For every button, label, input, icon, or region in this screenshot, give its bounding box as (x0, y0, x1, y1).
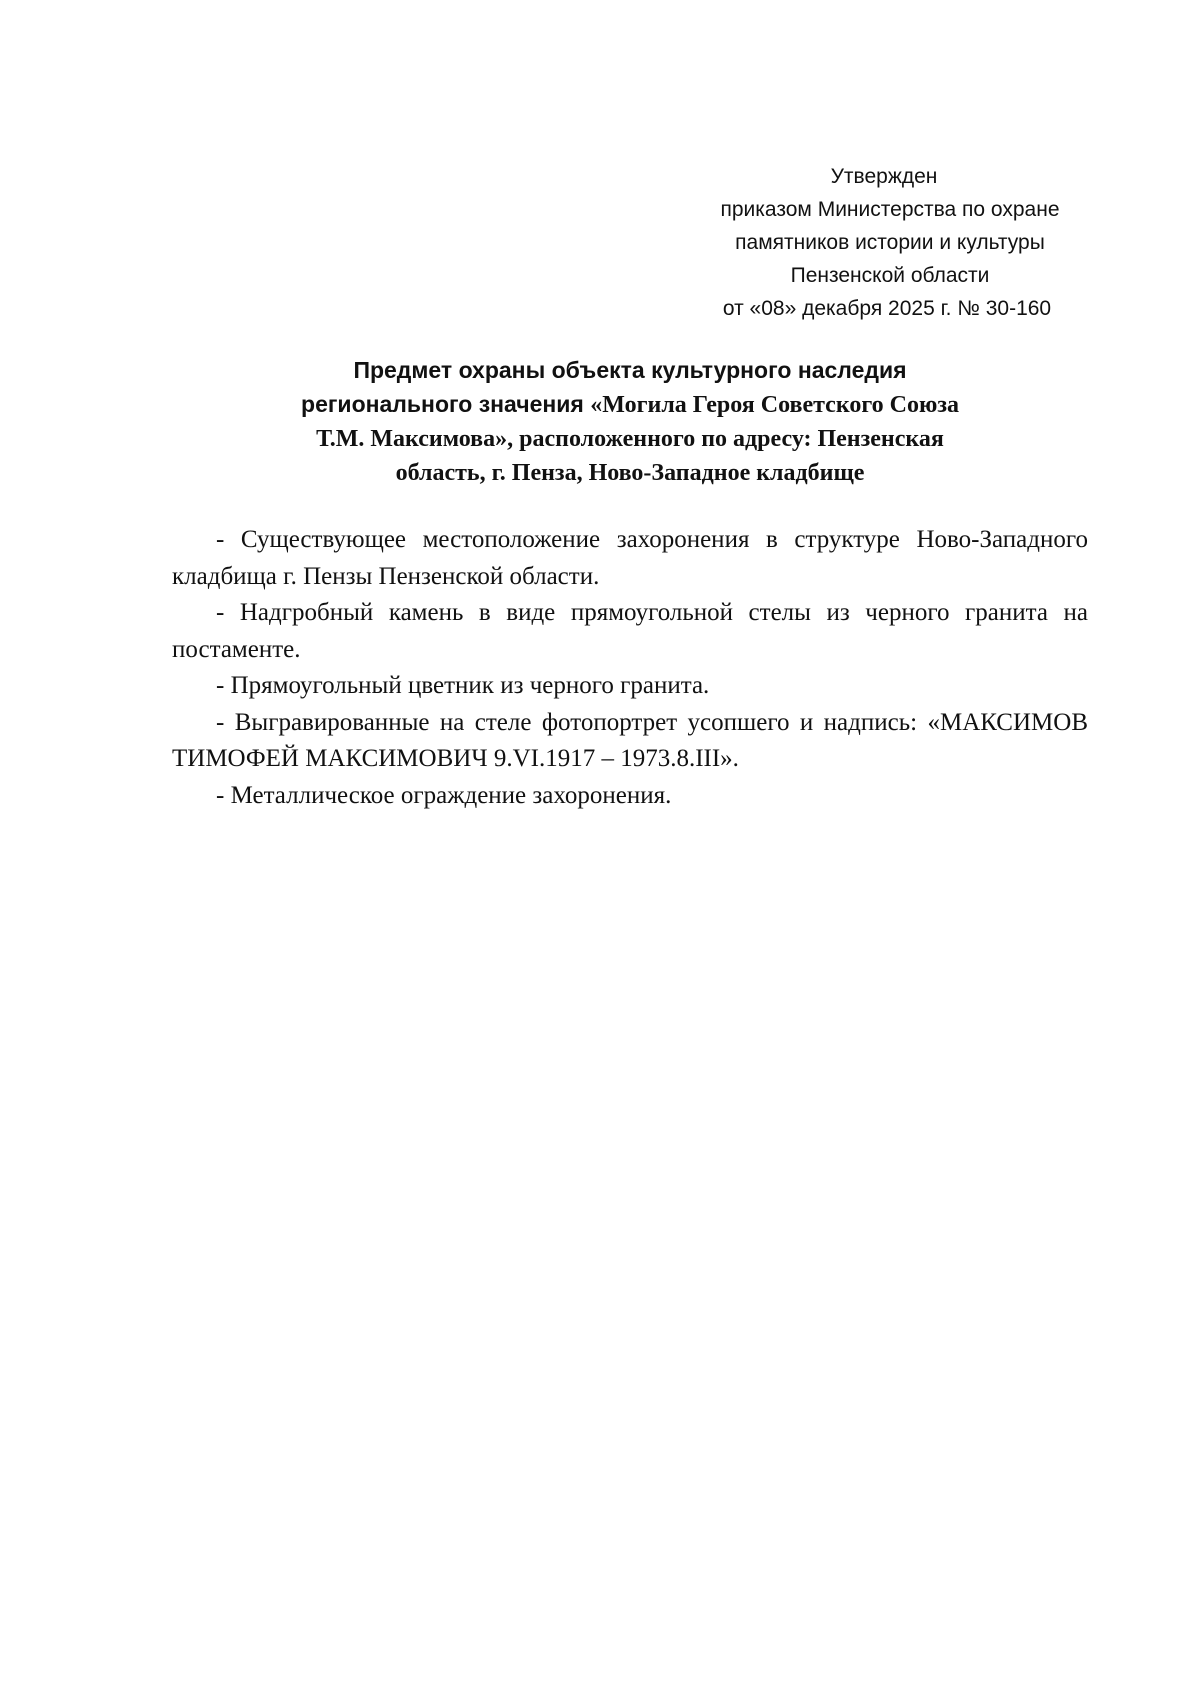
title-line-3: Т.М. Максимова», расположенного по адресу: Пензенская (316, 426, 944, 452)
approval-line-order: приказом Министерства по охране (720, 198, 1060, 221)
protection-item-fence: - Металлическое ограждение захоронения. (216, 781, 672, 809)
protection-item-tombstone: - Надгробный камень в виде прямоугольной стелы из черного гранита на постаменте. (172, 599, 1088, 663)
title-line-1: Предмет охраны объекта культурного наследия (353, 357, 907, 383)
title-line-2 (170, 387, 1090, 422)
protection-item-location: - Существующее местоположение захоронения в структуре Ново-Западного кладбища г. Пензы Пензенской области. (172, 526, 1088, 590)
title-line-2-sans: регионального значения (301, 391, 591, 417)
document-title (170, 353, 1090, 490)
approval-line-region: Пензенской области (790, 264, 990, 287)
approval-line-monuments: памятников истории и культуры (735, 231, 1045, 254)
approval-line-approved: Утвержден (830, 165, 938, 188)
protection-item-flowerbed: - Прямоугольный цветник из черного гранита. (216, 672, 710, 699)
protection-item-engraving: - Выгравированные на стеле фотопортрет усопшего и надпись: «МАКСИМОВ ТИМОФЕЙ МАКСИМОВИЧ 9.VI.1917 – 1973.8.III». (172, 708, 1088, 772)
approval-line-date-number: от «08» декабря 2025 г. № 30-160 (722, 297, 1052, 320)
title-line-4: область, г. Пенза, Ново-Западное кладбище (395, 460, 865, 486)
approval-stamp (660, 160, 1120, 325)
title-line-2-serif: «Могила Героя Советского Союза (590, 392, 959, 418)
protection-items-list (172, 522, 1088, 814)
